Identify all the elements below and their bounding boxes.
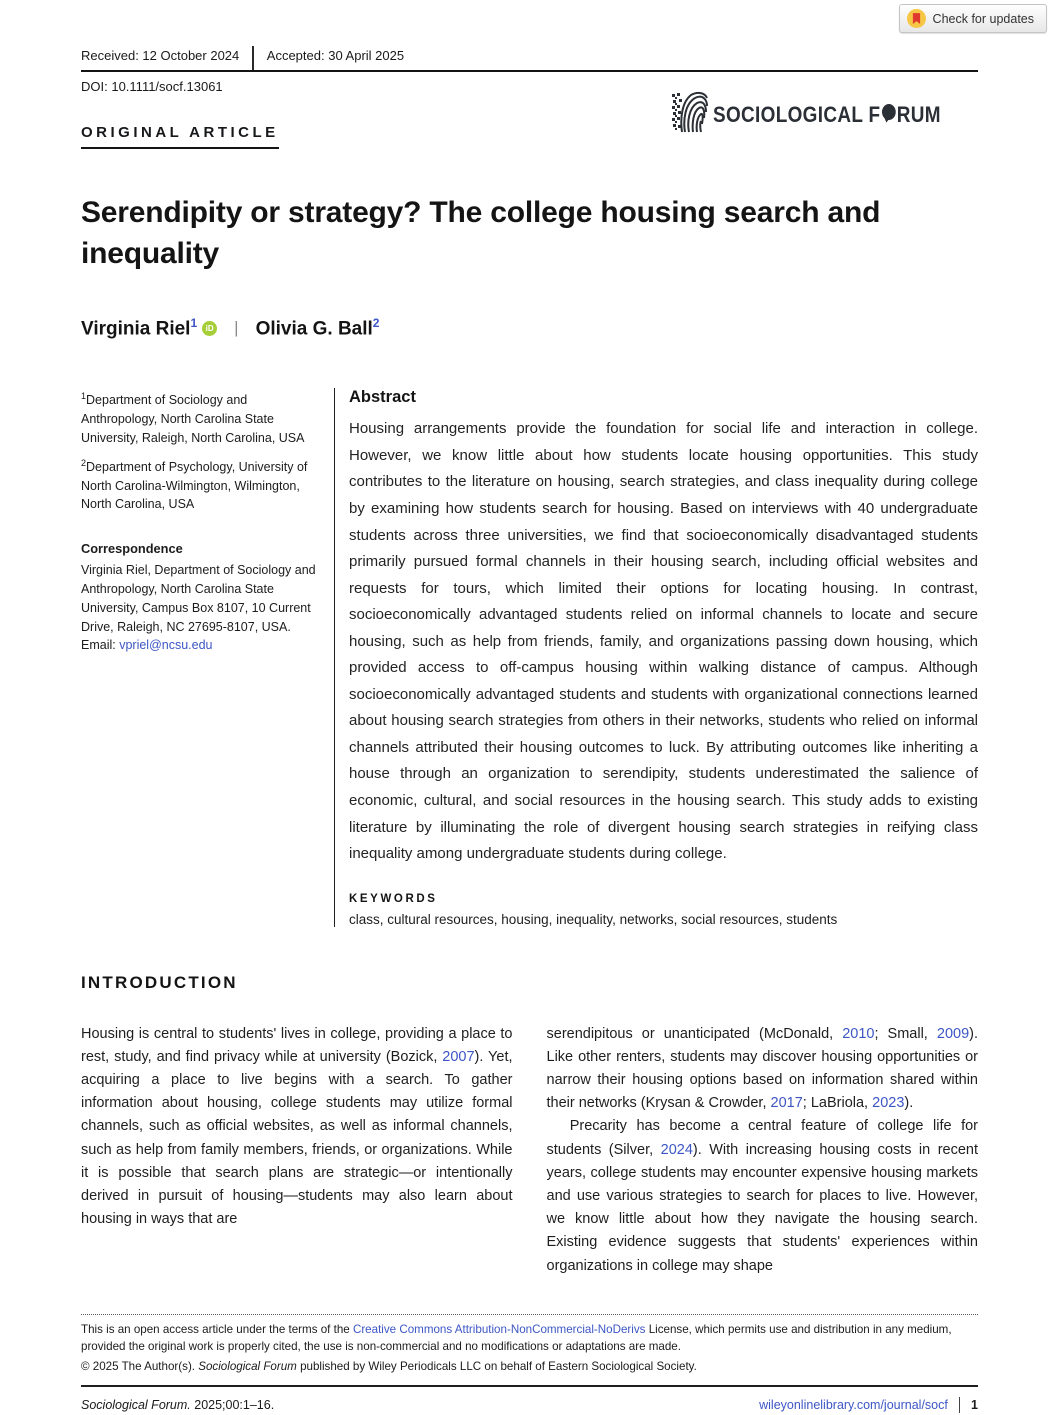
dates-row — [81, 48, 978, 72]
email-link[interactable]: vpriel@ncsu.edu — [119, 638, 213, 653]
intro-left-column — [81, 1023, 513, 1278]
keywords-heading: KEYWORDS — [349, 892, 438, 905]
citation-krysan-crowder-2017[interactable]: 2017 — [770, 1095, 803, 1112]
intro-paragraph: Precarity has become a central feature of college life for students (Silver, 2024). With increasing housing costs in recent years, college students may encounter expensive housing markets and use various strategies to search for places to live. However, we know little about how they navigate the housing search. Existing evidence suggests that students' experiences within organizations in college may shape — [546, 1118, 979, 1274]
journal-citation: Sociological Forum. 2025;00:1–16. — [81, 1397, 275, 1412]
citation-silver-2024[interactable]: 2024 — [660, 1141, 693, 1158]
abstract-heading: Abstract — [349, 388, 416, 407]
footer-divider — [959, 1397, 960, 1413]
affiliation-1: $^1$Department of Sociology and Anthropology, North Carolina State University, Raleigh, North Carolina, USA — [81, 391, 305, 445]
page-number: 1 — [971, 1397, 978, 1412]
doi: DOI: 10.1111/socf.13061 — [81, 79, 223, 94]
author-2: Olivia G. Ball$^2$ — [255, 316, 380, 340]
author-1: Virginia Riel$^1$ — [81, 316, 198, 340]
open-access-statement: This is an open access article under the terms of the Creative Commons Attribution-NonCommercial-NoDerivs License, which permits use and distribution in any medium, provided the original work is properly cited, the use is non-commercial and no modifications or adaptations are made. — [81, 1322, 952, 1354]
affiliations-sidebar — [81, 388, 334, 926]
introduction-heading: INTRODUCTION — [81, 972, 238, 992]
page-footer — [81, 1314, 978, 1415]
citation-labriola-2023[interactable]: 2023 — [872, 1095, 905, 1112]
journal-name: SOCIOLOGICAL F RUM — [713, 101, 941, 127]
check-for-updates-button[interactable] — [899, 4, 1047, 33]
fingerprint-icon — [671, 92, 708, 137]
author-separator: | — [234, 318, 239, 338]
abstract-section — [334, 388, 978, 926]
intro-paragraph: Housing is central to students' lives in college, providing a place to rest, study, and find privacy while at university (Bozick, 2007). Yet, acquiring a place to live begins with a search. To gather information about housing, college students may utilize formal channels, such as official websites, as well as informal channels, such as help from family members, friends, or organizations. While it is possible that search plans are strategic—or intentionally derived in pursuit of housing—students may also learn about housing in ways that are — [81, 1025, 513, 1228]
correspondence-block — [81, 539, 316, 655]
citation-small-2009[interactable]: 2009 — [936, 1025, 970, 1042]
speech-bubble-icon — [881, 103, 896, 129]
keywords-block — [349, 893, 978, 927]
correspondence-heading: Correspondence — [81, 541, 183, 557]
copyright-statement: © 2025 The Author(s). Sociological Forum published by Wiley Periodicals LLC on behalf of Eastern Sociological Society. — [81, 1360, 697, 1374]
author-byline — [81, 316, 978, 340]
keywords-text: class, cultural resources, housing, inequality, networks, social resources, students — [349, 911, 838, 927]
received-date: Received: 12 October 2024 — [81, 48, 240, 63]
introduction-section — [81, 973, 978, 1278]
check-for-updates-label: Check for updates — [932, 11, 1034, 26]
affiliation-2: $^2$Department of Psychology, University of North Carolina-Wilmington, Wilmington, North Carolina, USA — [81, 457, 308, 512]
journal-logo — [671, 92, 978, 137]
intro-right-column — [547, 1023, 979, 1278]
intro-paragraph: serendipitous or unanticipated (McDonald, 2010; Small, 2009). Like other renters, students may discover housing opportunities or narrow their housing options based on information shared within their networks (Krysan & Crowder, 2017; LaBriola, 2023). — [546, 1025, 979, 1112]
correspondence-text: Virginia Riel, Department of Sociology and Anthropology, North Carolina State University, Campus Box 8107, 10 Current Drive, Raleigh, NC 27695-8107, USA. — [81, 563, 316, 634]
correspondence-email: Email: vpriel@ncsu.edu — [81, 638, 213, 653]
citation-bozick-2007[interactable]: 2007 — [442, 1048, 475, 1065]
cc-license-link[interactable]: Creative Commons Attribution-NonCommercial-NoDerivs — [352, 1322, 646, 1336]
article-type-label: ORIGINAL ARTICLE — [81, 124, 279, 149]
orcid-icon[interactable]: iD — [202, 321, 217, 336]
page-title: Serendipity or strategy? The college housing search and inequality — [81, 196, 881, 270]
journal-url-link[interactable]: wileyonlinelibrary.com/journal/socf — [759, 1397, 948, 1412]
accepted-date: Accepted: 30 April 2025 — [266, 48, 405, 63]
dates-divider — [252, 46, 254, 70]
citation-mcdonald-2010[interactable]: 2010 — [842, 1025, 875, 1042]
crossmark-icon — [907, 9, 926, 28]
abstract-text: Housing arrangements provide the foundation for social life and interaction in college. However, we know little about how students locate housing opportunities. This study contributes to the literature on housing, search strategies, and class inequality during college by examining how students search for housing. Based on interviews with 40 undergraduate students across three universities, we find that socioeconomically disadvantaged students primarily pursued formal channels in their housing search, including official websites and requests for tours, which limited their options for locating housing. In contrast, socioeconomically advantaged students relied on informal channels to locate and secure housing, such as help from friends, family, and organizations passing down housing, which provided access to off-campus housing within walking distance of campus. Although socioeconomically advantaged students and students with organizational connections learned about housing search strategies from others in their networks, students who relied on informal channels attributed their housing outcomes to luck. By attributing outcomes like inheriting a house through an organization to serendipity, students underestimated the salience of economic, cultural, and social resources in the housing search. This study adds to existing literature by illuminating the role of divergent housing search strategies in reifying class inequality among undergraduate students during college. — [349, 420, 978, 863]
